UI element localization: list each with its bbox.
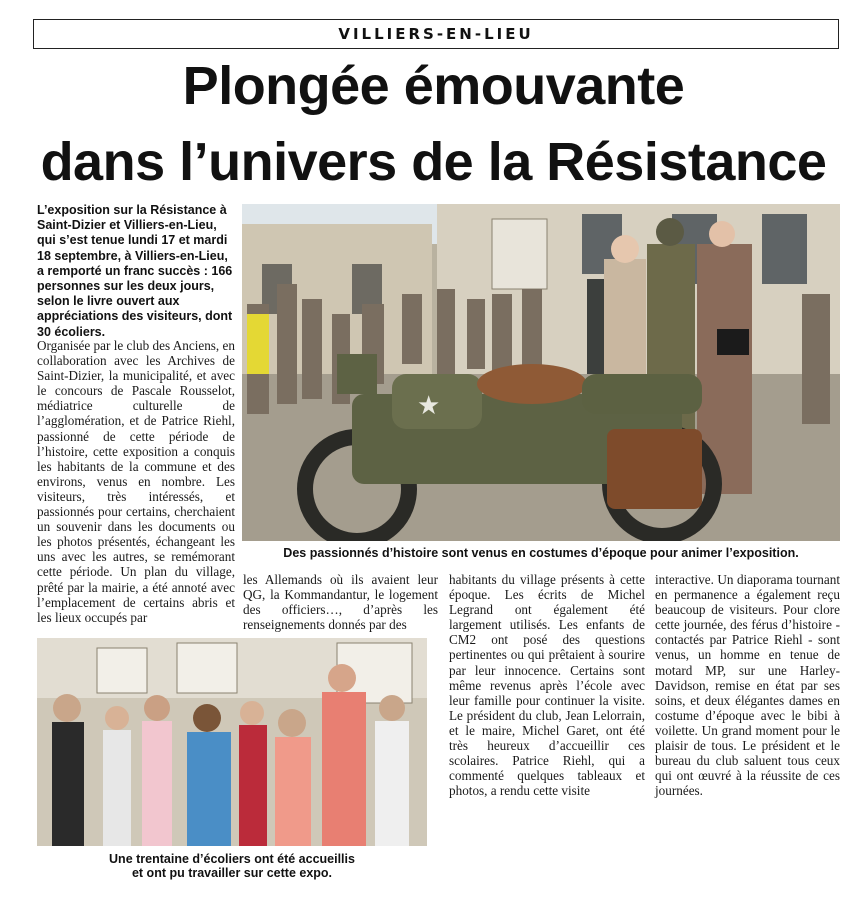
article-column-1: Organisée par le club des Anciens, en collaboration avec les Archives de Saint-Dizier, la municipalité, et avec le concours de Pascale Rousselot, médiatrice culturelle de l’agglomération, et de Patrice Riehl, passionné de cette période de l’histoire, cette exposition a conquis les habitants de la commune et des environs, venus en nombre. Les visiteurs, très intéressés, et passionnés pour certains, cherchaient un souvenir dans les documents ou les photos présentés, échangeant les uns avec les autres, se remémorant cette période. Un plan du village, prêté par la mairie, a été annoté avec l’emplacement de certains abris et les lieux occupés par [37,338,235,625]
headline-line-1: Plongée émouvante [182,56,685,116]
section-kicker: VILLIERS-EN-LIEU [33,19,839,49]
photo-caption-schoolchildren-line-2: et ont pu travailler sur cette expo. [131,866,333,880]
svg-text:★: ★ [417,391,441,421]
photo-caption-schoolchildren-line-1: Une trentaine d’écoliers ont été accueillis [109,852,355,866]
motorcycle-photo [242,204,840,541]
lead-paragraph: L’exposition sur la Résistance à Saint-Dizier et Villiers-en-Lieu, qui s’est tenue lundi 17 et mardi 18 septembre, à Villiers-en-Lieu, a remporté un franc succès : 166 personnes sur les deux jours, selon le livre ouvert aux appréciations des visiteurs, dont 30 écoliers. [37,203,233,339]
article-column-2: les Allemands où ils avaient leur QG, la Kommandantur, le logement des officiers…, d’après les renseignements donnés par des [243,572,438,633]
photo-caption-motorcycle: Des passionnés d’histoire sont venus en costumes d’époque pour animer l’exposition. [283,546,799,560]
article-column-3: habitants du village présents à cette époque. Les écrits de Michel Legrand ont également été largement utilisés. Les enfants de CM2 ont posé des questions pertinentes ou qui prêtaient à sourire par leur innocence. Certains sont même revenus après l’école avec leur famille pour continuer la visite. Le président du club, Jean Lelorrain, et le maire, Michel Garet, ont été très heureux d’accueillir ces scolaires. Patrice Riehl, qui a commenté quelques tableaux et photos, a rendu cette visite [449,572,645,799]
schoolchildren-photo [37,638,427,846]
headline-line-2: dans l’univers de la Résistance [40,132,827,192]
article-column-4: interactive. Un diaporama tournant en permanence a également reçu beaucoup de visiteurs. Pour clore cette journée, des férus d’histoire - contactés par Patrice Riehl - sont venus, un homme en tenue de motard MP, sur une Harley-Davidson, remise en état par ses soins, et deux élégantes dames en costume d’époque avec le bibi à voilette. Un grand moment pour le plaisir de tous. Le président et le bureau du club saluent tous ceux qui ont œuvré à la réussite de ces journées. [655,572,840,799]
